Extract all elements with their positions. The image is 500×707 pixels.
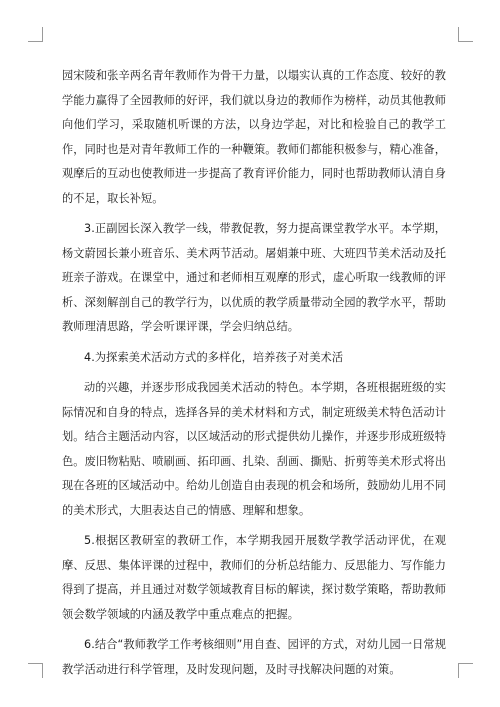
document-body <box>62 64 446 688</box>
crop-mark-bottom-right <box>458 663 473 678</box>
paragraph-4: 动的兴趣，并逐步形成我园美术活动的特色。本学期，各班根据班级的实际情况和自身的特点，选择各异的美术材料和方式，制定班级美术特色活动计划。结合主题活动内容，以区域活动的形式提供幼儿操作，并逐步形成班级特色。废旧物粘贴、喷刷画、拓印画、扎染、刮画、撕贴、折剪等美术形式将出现在各班的区域活动中。给幼儿创造自由表现的机会和场所，鼓励幼儿用不同的美术形式，大胆表达自己的情感、理解和想象。 <box>62 381 446 517</box>
crop-mark-top-left <box>28 27 43 42</box>
paragraph-2: 3.正副园长深入教学一线，带教促教，努力提高课堂教学水平。本学期，杨文蔚园长兼小班音乐、美术两节活动。屠娟兼中班、大班四节美术活动及托班亲子游戏。在课堂中，通过和老师相互观摩的形式，虚心听取一线教师的评析、深刻解剖自己的教学行为，以优质的教学质量带动全园的教学水平，帮助教师理清思路，学会听课评课，学会归纳总结。 <box>62 222 446 333</box>
paragraph-6: 6.结合“教师教学工作考核细则”用自查、园评的方式，对幼儿园一日常规教学活动进行科学管理，及时发现问题，及时寻找解决问题的对策。 <box>62 638 446 676</box>
paragraph-5: 5.根据区教研室的教研工作，本学期我园开展数学教学活动评优，在观摩、反思、集体评课的过程中，教师们的分析总结能力、反思能力、写作能力得到了提高，并且通过对数学领域教育目标的解读，探讨数学策略，帮助教师领会数学领域的内涵及教学中重点难点的把握。 <box>62 534 446 621</box>
crop-mark-top-right <box>458 27 473 42</box>
crop-mark-bottom-left <box>28 663 43 678</box>
paragraph-3: 4.为探索美术活动方式的多样化，培养孩子对美术活 <box>84 350 344 364</box>
paragraph-1: 园宋陵和张辛两名青年教师作为骨干力量，以塌实认真的工作态度、较好的教学能力赢得了全园教师的好评，我们就以身边的教师作为榜样，动员其他教师向他们学习，采取随机听课的方法，以身边学起，对比和检验自己的教学工作，同时也是对青年教师工作的一种鞭策。教师们都能积极参与，精心准备，观摩后的互动也使教师进一步提高了教育评价能力，同时也帮助教师认清自身的不足，取长补短。 <box>62 69 446 205</box>
